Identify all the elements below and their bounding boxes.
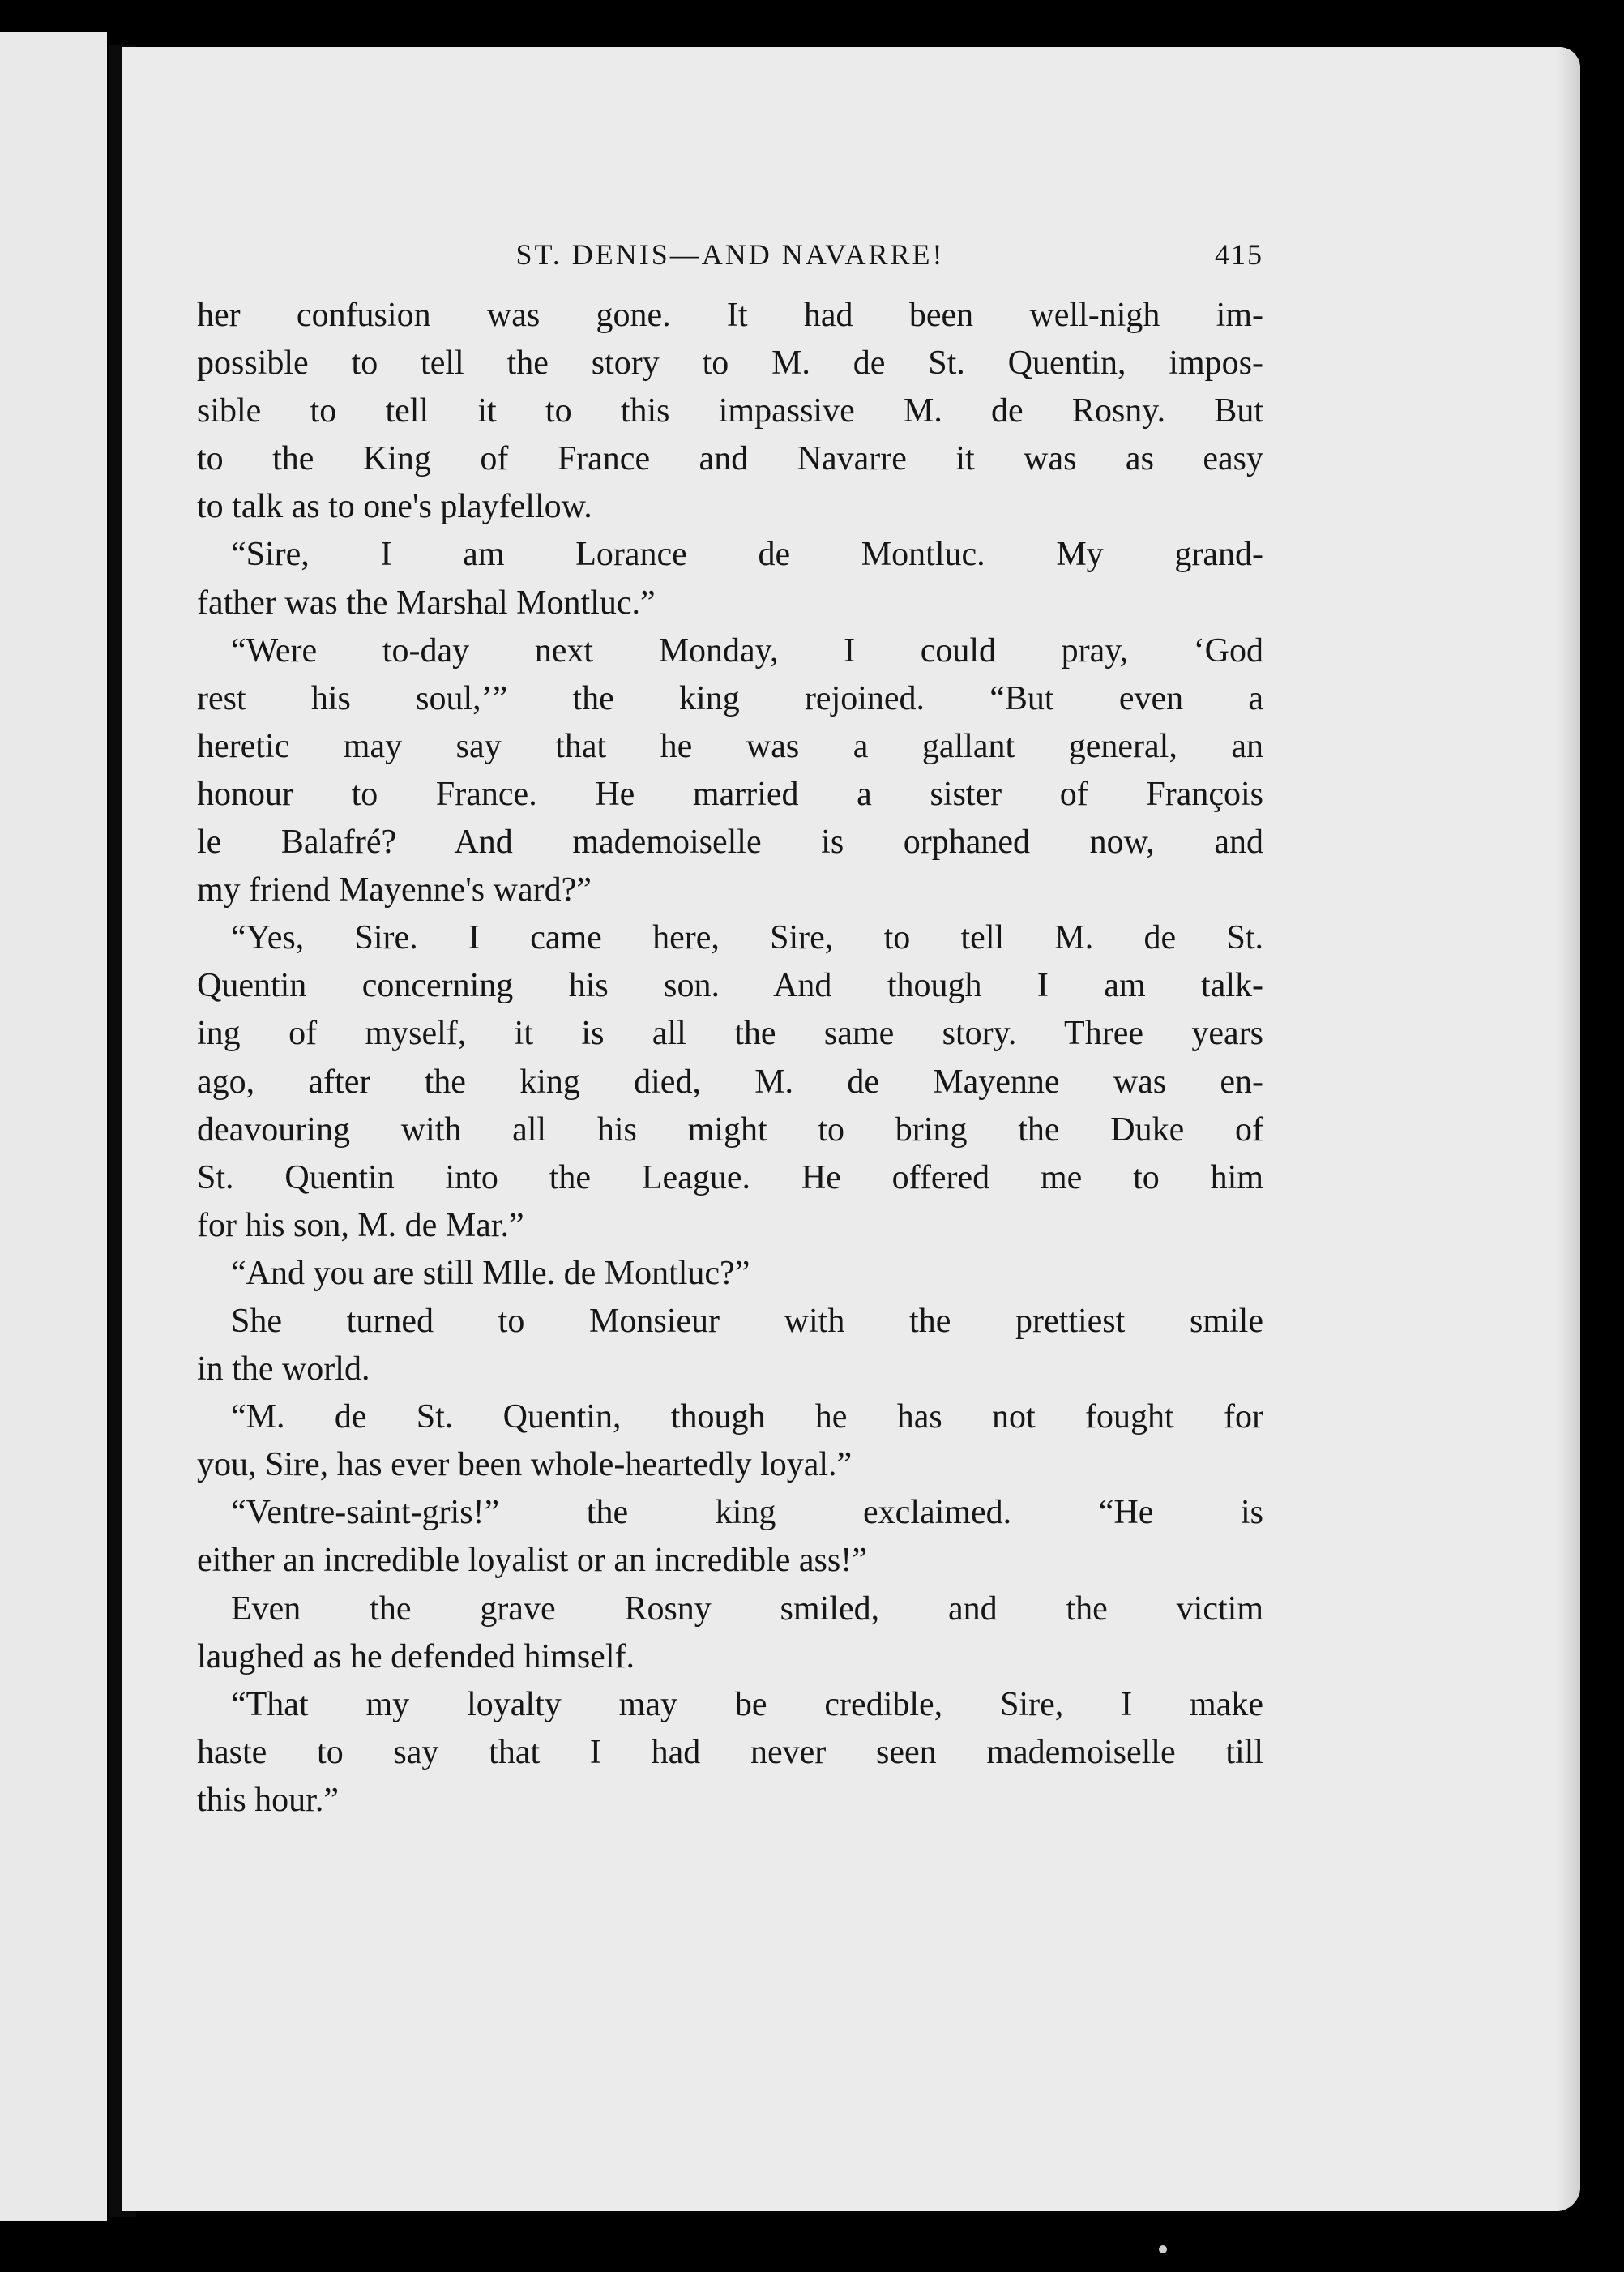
- text-line: possible to tell the story to M. de St. Quentin, impos-: [197, 344, 1263, 383]
- text-line: either an incredible loyalist or an incredible ass!”: [197, 1542, 867, 1580]
- text-line: “And you are still Mlle. de Montluc?”: [231, 1254, 750, 1292]
- text-line: her confusion was gone. It had been well-nigh im-: [197, 297, 1263, 334]
- text-line: Even the grave Rosny smiled, and the victim: [231, 1590, 1263, 1628]
- text-line: father was the Marshal Montluc.”: [197, 584, 656, 622]
- text-line: for his son, M. de Mar.”: [197, 1206, 524, 1244]
- text-line: “Ventre-saint-gris!” the king exclaimed. “He is: [231, 1494, 1263, 1532]
- text-line: ing of myself, it is all the same story. Three years: [197, 1015, 1263, 1053]
- text-line: St. Quentin into the League. He offered me to him: [197, 1158, 1263, 1196]
- text-line: in the world.: [197, 1350, 370, 1388]
- text-line: ago, after the king died, M. de Mayenne was en-: [197, 1063, 1263, 1101]
- text-line: this hour.”: [197, 1781, 339, 1819]
- running-title: ST. DENIS—AND NAVARRE!: [515, 238, 945, 271]
- scan-speck: [1159, 2245, 1167, 2253]
- text-line: you, Sire, has ever been whole-heartedly loyal.”: [197, 1446, 853, 1484]
- page-edge-shadow: [1556, 47, 1580, 2211]
- page-number: 415: [1215, 238, 1263, 271]
- text-line: “Yes, Sire. I came here, Sire, to tell M. de St.: [231, 919, 1263, 957]
- text-line: laughed as he defended himself.: [197, 1637, 635, 1675]
- text-line: to talk as to one's playfellow.: [197, 488, 592, 526]
- text-line: le Balafré? And mademoiselle is orphaned now, and: [197, 824, 1263, 862]
- text-line: She turned to Monsieur with the prettiest smile: [231, 1302, 1263, 1340]
- text-line: honour to France. He married a sister of François: [197, 775, 1263, 813]
- text-line: to the King of France and Navarre it was as easy: [197, 440, 1263, 478]
- text-line: my friend Mayenne's ward?”: [197, 871, 592, 909]
- text-line: haste to say that I had never seen mademoiselle till: [197, 1733, 1263, 1771]
- running-head: [197, 223, 1263, 280]
- text-line: heretic may say that he was a gallant general, an: [197, 727, 1263, 765]
- text-line: rest his soul,’” the king rejoined. “But even a: [197, 679, 1263, 717]
- text-line: sible to tell it to this impassive M. de Rosny. But: [197, 392, 1263, 430]
- text-line: “That my loyalty may be credible, Sire, I make: [231, 1685, 1263, 1723]
- text-line: “M. de St. Quentin, though he has not fought for: [231, 1398, 1263, 1436]
- text-line: “Sire, I am Lorance de Montluc. My grand-: [231, 536, 1263, 574]
- text-line: Quentin concerning his son. And though I am talk-: [197, 967, 1263, 1005]
- text-line: “Were to-day next Monday, I could pray, ‘God: [231, 631, 1263, 670]
- facing-page-edge: [0, 32, 107, 2221]
- body-text: [197, 292, 1263, 1825]
- text-line: deavouring with all his might to bring the Duke of: [197, 1110, 1263, 1149]
